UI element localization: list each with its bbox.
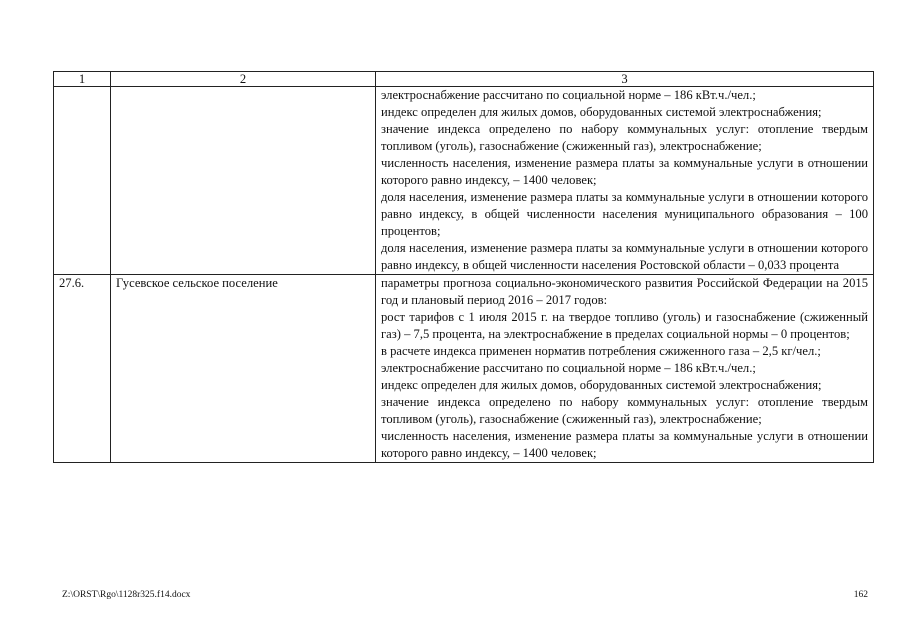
settlement-name: [111, 87, 376, 275]
index-table: [53, 71, 874, 463]
column-header-2: 2: [111, 72, 376, 87]
description-paragraph: индекс определен для жилых домов, оборудованных системой электроснабжения;: [381, 378, 822, 392]
row-number: 27.6.: [54, 275, 111, 463]
column-header-1: 1: [54, 72, 111, 87]
settlement-name: Гусевское сельское поселение: [111, 275, 376, 463]
page-number: 162: [853, 590, 868, 600]
description-paragraph: численность населения, изменение размера платы за коммунальные услуги в отношении которого равно индексу, – 1400 человек;: [381, 156, 868, 187]
index-description: [376, 275, 874, 463]
row-number: [54, 87, 111, 275]
description-paragraph: индекс определен для жилых домов, оборудованных системой электроснабжения;: [381, 105, 822, 119]
description-paragraph: электроснабжение рассчитано по социальной норме – 186 кВт.ч./чел.;: [381, 361, 756, 375]
description-paragraph: численность населения, изменение размера платы за коммунальные услуги в отношении которого равно индексу, – 1400 человек;: [381, 429, 868, 460]
description-paragraph: значение индекса определено по набору коммунальных услуг: отопление твердым топливом (уголь), газоснабжение (сжиженный газ), электроснабжение;: [381, 122, 868, 153]
footer-file-path: Z:\ORST\Rgo\1128r325.f14.docx: [62, 590, 191, 600]
description-paragraph: доля населения, изменение размера платы за коммунальные услуги в отношении которого равно индексу, в общей численности населения муниципального образования – 100 процентов;: [381, 190, 868, 238]
description-paragraph: электроснабжение рассчитано по социальной норме – 186 кВт.ч./чел.;: [381, 88, 756, 102]
description-paragraph: доля населения, изменение размера платы за коммунальные услуги в отношении которого равно индексу, в общей численности населения Ростовской области – 0,033 процента: [381, 241, 868, 272]
description-paragraph: параметры прогноза социально-экономического развития Российской Федерации на 2015 год и плановый период 2016 – 2017 годов:: [381, 276, 868, 307]
table-header-row: [54, 72, 874, 87]
table-row: [54, 87, 874, 275]
index-description: [376, 87, 874, 275]
table-row: [54, 275, 874, 463]
description-paragraph: в расчете индекса применен норматив потребления сжиженного газа – 2,5 кг/чел.;: [381, 344, 821, 358]
description-paragraph: значение индекса определено по набору коммунальных услуг: отопление твердым топливом (уголь), газоснабжение (сжиженный газ), электроснабжение;: [381, 395, 868, 426]
column-header-3: 3: [376, 72, 874, 87]
description-paragraph: рост тарифов с 1 июля 2015 г. на твердое топливо (уголь) и газоснабжение (сжиженный газ) – 7,5 процента, на электроснабжение в пределах социальной нормы – 0 процентов;: [381, 310, 868, 341]
